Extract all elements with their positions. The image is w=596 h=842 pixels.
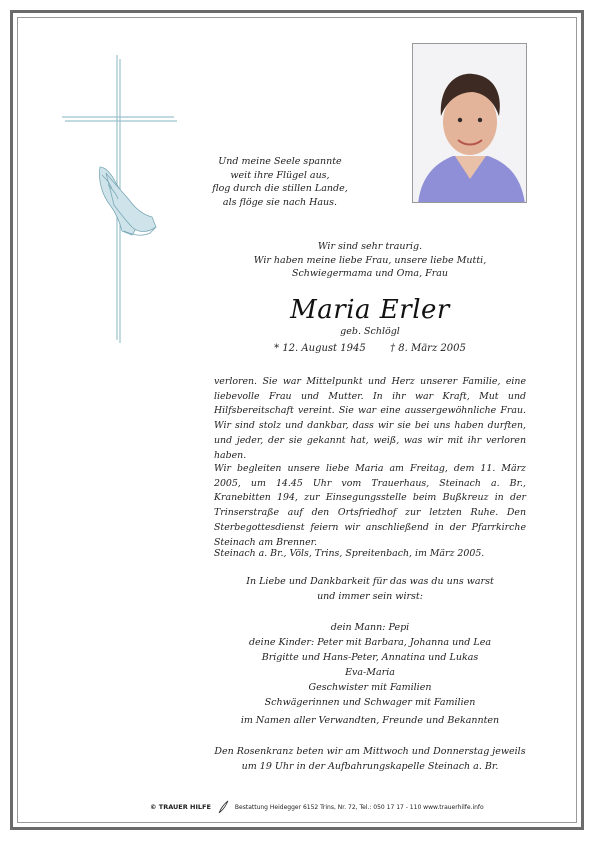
- mourner-line: Schwägerinnen und Schwager mit Familien: [264, 697, 476, 708]
- all-relatives: im Namen aller Verwandten, Freunde und Bekannten: [240, 715, 500, 726]
- intro-line: Schwiegermama und Oma, Frau: [291, 268, 449, 279]
- poem-line: als flöge sie nach Haus.: [222, 196, 338, 208]
- portrait-photo: [412, 43, 527, 203]
- deceased-name: Maria Erler: [290, 295, 450, 325]
- poem-line: weit ihre Flügel aus,: [230, 169, 330, 181]
- thanks: [190, 575, 550, 604]
- intro-line: Wir sind sehr traurig.: [317, 241, 423, 252]
- mourners-list: [190, 620, 550, 710]
- feather-icon: [217, 800, 229, 814]
- mourner-line: Eva-Maria: [345, 667, 395, 678]
- mourner-line: Geschwister mit Familien: [308, 682, 432, 693]
- poem-line: flog durch die stillen Lande,: [212, 183, 348, 194]
- thanks-line: In Liebe und Dankbarkeit für das was du uns warst: [246, 576, 494, 587]
- poem: [195, 155, 365, 209]
- mourner-line: deine Kinder: Peter mit Barbara, Johanna und Lea: [248, 637, 492, 648]
- footer-brand: © TRAUER HILFE: [150, 803, 211, 811]
- intro-line: Wir haben meine liebe Frau, unsere liebe Mutti,: [253, 254, 487, 266]
- cross-with-praying-hands-icon: [62, 55, 177, 345]
- birth-date: * 12. August 1945: [274, 343, 366, 354]
- mourner-line: Brigitte und Hans-Peter, Annatina und Lukas: [261, 652, 479, 663]
- portrait-person-icon: [413, 44, 527, 203]
- footer-address: Bestattung Heidegger 6152 Trins, Nr. 72, Tel.: 050 17 17 - 110 www.trauerhilfe.info: [234, 803, 484, 811]
- paragraph-funeral: Wir begleiten unsere liebe Maria am Freitag, dem 11. März 2005, um 14.45 Uhr vom Trauerhaus, Steinach a. Br., Kranebitten 194, zur Einsegungsstelle beim Bußkreuz in der Trinserstraße auf den Ortsfriedhof zur letzten Ruhe. Den Sterbegottesdienst feiern wir anschließend in der Pfarrkirche Steinach am Brenner.: [214, 463, 526, 548]
- maiden-name: geb. Schlögl: [340, 326, 400, 337]
- mourner-line: dein Mann: Pepi: [330, 622, 410, 633]
- praying-hands-icon: [99, 167, 156, 235]
- poem-line: Und meine Seele spannte: [218, 156, 342, 167]
- death-date: † 8. März 2005: [390, 343, 466, 354]
- intro: [190, 240, 550, 281]
- footer: [150, 800, 570, 814]
- rosary-line: um 19 Uhr in der Aufbahrungskapelle Steinach a. Br.: [241, 760, 499, 772]
- rosary-line: Den Rosenkranz beten wir am Mittwoch und Donnerstag jeweils: [214, 746, 526, 757]
- place-date: Steinach a. Br., Völs, Trins, Spreitenbach, im März 2005.: [214, 548, 485, 559]
- thanks-line: und immer sein wirst:: [317, 590, 423, 602]
- life-dates: [190, 343, 550, 354]
- rosary-info: [190, 745, 550, 774]
- paragraph-tribute: verloren. Sie war Mittelpunkt und Herz unserer Familie, eine liebevolle Frau und Mutter. In ihr war Kraft, Mut und Hilfsbereitschaft vereint. Sie war eine aussergewöhnliche Frau. Wir sind stolz und dankbar, dass wir sie bei uns haben durften, und jeder, der sie gekannt hat, weiß, was wir mit ihr verloren haben.: [214, 376, 526, 461]
